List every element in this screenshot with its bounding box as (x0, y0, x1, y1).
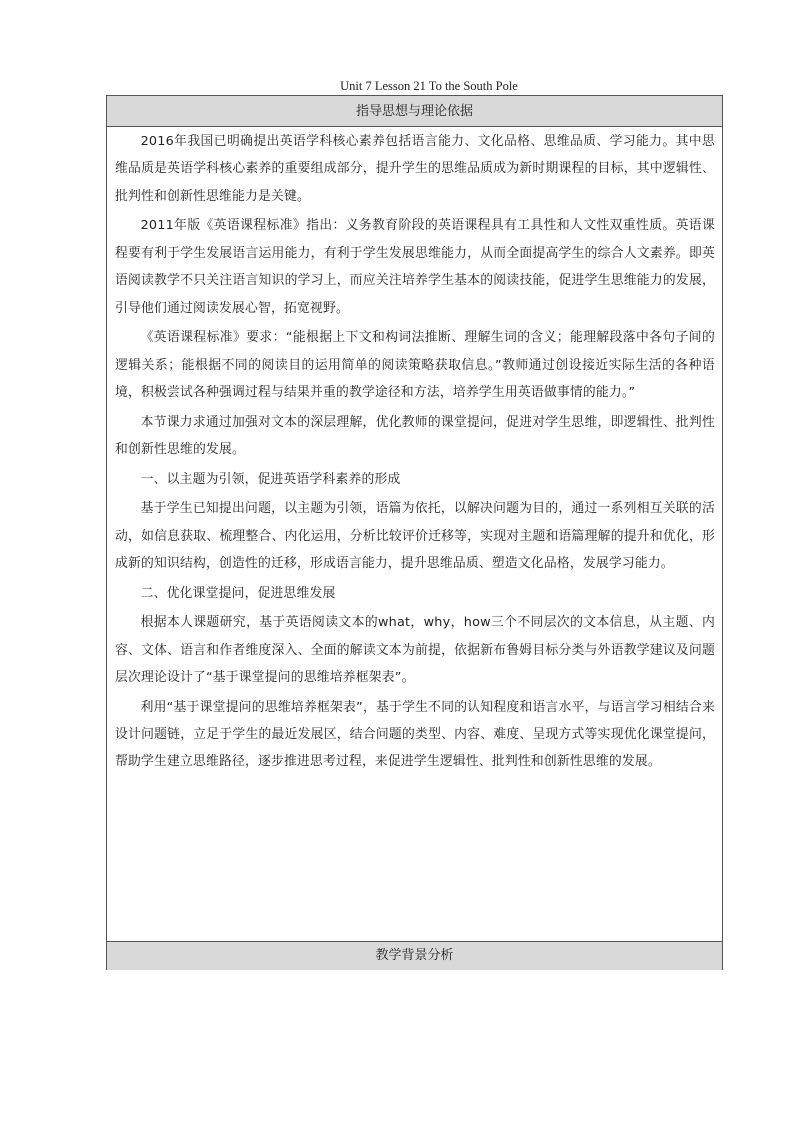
paragraph: 本节课力求通过加强对文本的深层理解，优化教师的课堂提问，促进对学生思维，即逻辑性、批判性和创新性思维的发展。 (115, 414, 715, 458)
paragraph: 2016年我国已明确提出英语学科核心素养包括语言能力、文化品格、思维品质、学习能力。其中思维品质是英语学科核心素养的重要组成部分，提升学生的思维品质成为新时期课程的目标，其中逻辑性、批判性和创新性思维能力是关键。 (115, 134, 715, 204)
section-body (115, 128, 715, 776)
paragraph: 《英语课程标准》要求：“能根据上下文和构词法推断、理解生词的含义；能理解段落中各句子间的逻辑关系；能根据不同的阅读目的运用简单的阅读策略获取信息。”教师通过创设接近实际生活的各种语境，积极尝试各种强调过程与结果并重的教学途径和方法，培养学生用英语做事情的能力。” (115, 330, 715, 401)
lesson-plan-table (106, 95, 723, 970)
section-header-guiding-ideas: 指导思想与理论依据 (107, 96, 722, 127)
paragraph: 2011年版《英语课程标准》指出：义务教育阶段的英语课程具有工具性和人文性双重性质。英语课程要有利于学生发展语言运用能力，有利于学生发展思维能力，从而全面提高学生的综合人文素养。即英语阅读教学不只关注语言知识的学习上，而应关注培养学生基本的阅读技能，促进学生思维能力的发展，引导他们通过阅读发展心智，拓宽视野。 (115, 218, 715, 316)
document-title: Unit 7 Lesson 21 To the South Pole (340, 79, 518, 93)
subheading: 二、优化课堂提问，促进思维发展 (140, 585, 336, 601)
subheading: 一、以主题为引领，促进英语学科素养的形成 (140, 471, 401, 487)
paragraph: 基于学生已知提出问题，以主题为引领，语篇为依托，以解决问题为目的，通过一系列相互关联的活动，如信息获取、梳理整合、内化运用，分析比较评价迁移等，实现对主题和语篇理解的提升和优化，形成新的知识结构，创造性的迁移，形成语言能力，提升思维品质、塑造文化品格，发展学习能力。 (115, 501, 715, 572)
paragraph: 利用“基于课堂提问的思维培养框架表”，基于学生不同的认知程度和语言水平，与语言学习相结合来设计问题链，立足于学生的最近发展区，结合问题的类型、内容、难度、呈现方式等实现优化课堂提问，帮助学生建立思维路径，逐步推进思考过程，来促进学生逻辑性、批判性和创新性思维的发展。 (115, 699, 715, 770)
paragraph: 根据本人课题研究，基于英语阅读文本的what，why，how三个不同层次的文本信息，从主题、内容、文体、语言和作者维度深入、全面的解读文本为前提，依据新布鲁姆目标分类与外语教学建议及问题层次理论设计了“基于课堂提问的思维培养框架表”。 (115, 615, 715, 686)
section-header-teaching-background: 教学背景分析 (107, 941, 722, 970)
